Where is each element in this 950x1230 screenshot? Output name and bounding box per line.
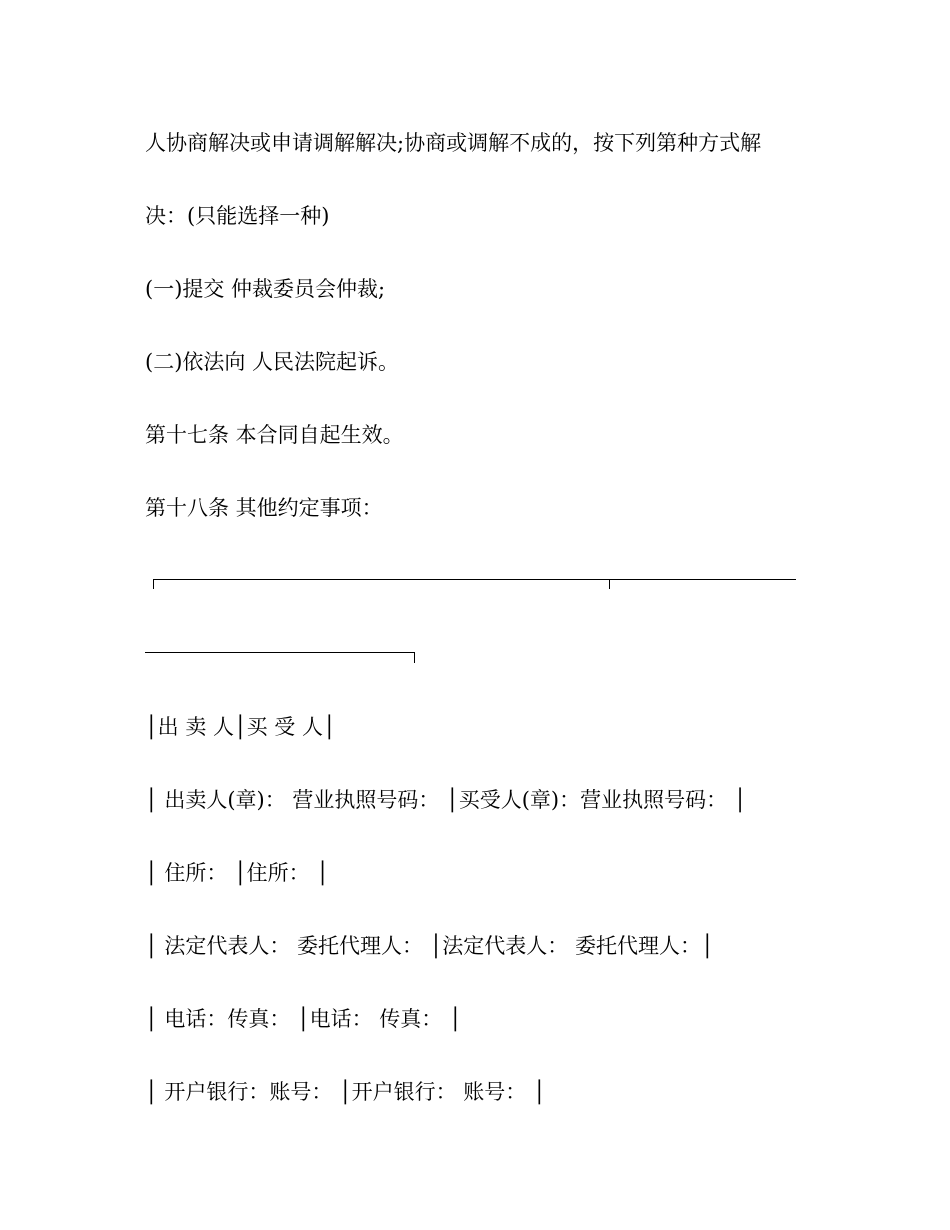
table-header-row: │出 卖 人│买 受 人│ xyxy=(145,715,336,739)
clause-text-line-2: 决：(只能选择一种) xyxy=(145,204,330,228)
clause-text-line-1: 人协商解决或申请调解解决;协商或调解不成的，按下列第种方式解 xyxy=(145,131,762,155)
table-top-left-corner xyxy=(153,579,154,589)
table-row-address: │ 住所： │住所： │ xyxy=(145,861,329,885)
table-row-representative: │ 法定代表人： 委托代理人： │法定代表人： 委托代理人：│ xyxy=(145,934,714,958)
article-18: 第十八条 其他约定事项： xyxy=(145,496,383,520)
table-top-middle-joint xyxy=(609,579,610,589)
table-row-seal: │ 出卖人(章)： 营业执照号码： │买受人(章)：营业执照号码： │ xyxy=(145,788,747,812)
table-top-rule-1 xyxy=(153,579,796,580)
article-17: 第十七条 本合同自起生效。 xyxy=(145,423,404,447)
option-arbitration: (一)提交 仲裁委员会仲裁; xyxy=(145,277,386,301)
table-top-rule-2 xyxy=(145,652,415,653)
table-top-right-corner xyxy=(414,652,415,663)
table-row-bank-account: │ 开户银行：账号： │开户银行： 账号： │ xyxy=(145,1080,546,1104)
option-court: (二)依法向 人民法院起诉。 xyxy=(145,350,400,374)
table-row-phone-fax: │ 电话：传真： │电话： 传真： │ xyxy=(145,1007,462,1031)
